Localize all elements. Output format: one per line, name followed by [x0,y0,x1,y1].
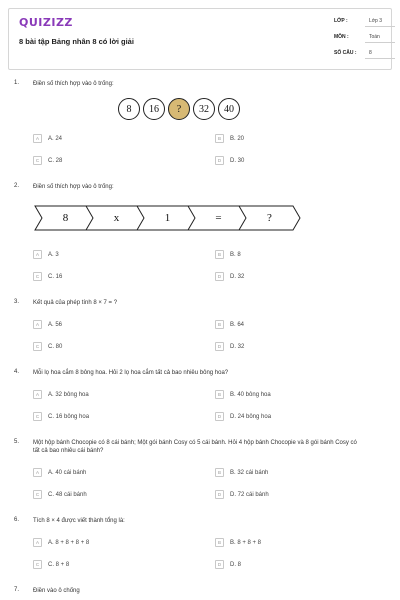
option-b[interactable] [215,538,261,547]
option-text: B. 40 bông hoa [230,391,271,398]
option-text: C. 8 + 8 [48,561,70,568]
option-text: D. 8 [230,561,242,568]
option-text: B. 64 [230,321,245,328]
option-b[interactable] [215,320,244,329]
option-text: A. 56 [48,321,63,328]
option-d[interactable] [215,412,271,421]
option-text: D. 72 cái bánh [230,491,269,498]
option-letter-box: D [215,342,224,351]
option-text: B. 20 [230,135,245,142]
meta-value-subject: Toán [369,34,380,40]
meta-value-class: Lớp 3 [369,18,383,24]
option-text: C. 28 [48,157,63,164]
option-letter-box: B [215,390,224,399]
sequence-cell: 16 [143,98,165,120]
option-text: B. 8 + 8 + 8 [230,539,262,546]
option-text: A. 3 [48,251,59,258]
meta-label-subject: MÔN : [334,34,349,40]
option-letter-box: C [33,412,42,421]
option-letter-box: B [215,538,224,547]
question-4-text: Mỗi lọ hoa cắm 8 bông hoa. Hỏi 2 lọ hoa cắm tất cả bao nhiêu bông hoa? [33,370,229,376]
option-text: B. 8 [230,251,241,258]
question-6-number: 6. [14,517,20,523]
question-1-number: 1. [14,80,20,86]
option-letter-box: C [33,490,42,499]
option-a[interactable] [33,468,86,477]
question-2-text: Điền số thích hợp vào ô trống: [33,184,114,190]
option-letter-box: A [33,390,42,399]
meta-underline [365,58,395,59]
sequence-cell: 40 [218,98,240,120]
option-text: C. 80 [48,343,63,350]
option-c[interactable] [33,342,62,351]
option-letter-box: C [33,156,42,165]
option-letter-box: A [33,538,42,547]
option-letter-box: B [215,250,224,259]
option-c[interactable] [33,560,69,569]
option-letter-box: D [215,560,224,569]
worksheet-header [8,8,392,70]
option-d[interactable] [215,156,244,165]
option-text: C. 16 [48,273,63,280]
option-letter-box: B [215,134,224,143]
equation-token: ? [267,212,272,224]
page-title: 8 bài tập Bảng nhân 8 có lời giải [19,37,134,46]
sequence-cell: 32 [193,98,215,120]
option-c[interactable] [33,156,62,165]
equation-token: = [215,212,222,224]
option-text: A. 8 + 8 + 8 + 8 [48,539,90,546]
option-a[interactable] [33,250,59,259]
option-a[interactable] [33,538,89,547]
option-letter-box: C [33,560,42,569]
option-text: D. 24 bông hoa [230,413,272,420]
option-text: D. 32 [230,273,245,280]
option-letter-box: D [215,156,224,165]
sequence-cell-unknown: ? [168,98,190,120]
question-2-number: 2. [14,183,20,189]
sequence-cell: 8 [118,98,140,120]
option-b[interactable] [215,134,244,143]
option-c[interactable] [33,272,62,281]
equation-token: x [113,212,120,224]
option-d[interactable] [215,342,244,351]
meta-underline [365,26,395,27]
option-text: A. 32 bông hoa [48,391,89,398]
meta-value-count: 8 [369,50,372,56]
question-1-text: Điền số thích hợp vào ô trống: [33,81,114,87]
question-3-text: Kết quả của phép tính 8 × 7 = ? [33,300,118,306]
option-letter-box: D [215,490,224,499]
question-5-number: 5. [14,439,20,445]
option-letter-box: A [33,320,42,329]
option-d[interactable] [215,560,241,569]
option-letter-box: A [33,250,42,259]
option-letter-box: A [33,134,42,143]
question-5-text: Một hộp bánh Chocopie có 8 cái bánh; Một gói bánh Cosy có 5 cái bánh. Hỏi 4 hộp bánh Chocopie và 8 gói bánh Cosy có tất cả bao nhiêu cái bánh? [33,440,357,454]
quizizz-logo: QUIZIZZ [19,16,73,29]
option-b[interactable] [215,468,268,477]
option-text: C. 48 cái bánh [48,491,87,498]
option-d[interactable] [215,490,269,499]
meta-underline [365,42,395,43]
option-c[interactable] [33,490,87,499]
equation-box [238,205,301,231]
meta-label-count: SỐ CÂU : [334,50,357,56]
option-text: D. 30 [230,157,245,164]
option-c[interactable] [33,412,89,421]
option-text: A. 40 cái bánh [48,469,87,476]
option-a[interactable] [33,320,62,329]
option-text: C. 16 bông hoa [48,413,90,420]
option-text: B. 32 cái bánh [230,469,269,476]
option-letter-box: D [215,412,224,421]
option-text: A. 24 [48,135,63,142]
question-7-number: 7. [14,587,20,593]
option-d[interactable] [215,272,244,281]
question-3-number: 3. [14,299,20,305]
option-letter-box: C [33,272,42,281]
equation-token: 8 [62,212,69,224]
option-text: D. 32 [230,343,245,350]
option-letter-box: A [33,468,42,477]
option-a[interactable] [33,134,62,143]
option-letter-box: C [33,342,42,351]
equation-token: 1 [164,212,171,224]
question-6-text: Tích 8 × 4 được viết thành tổng là: [33,518,125,524]
option-letter-box: B [215,468,224,477]
option-b[interactable] [215,390,271,399]
question-7-text: Điền vào ô chống [33,588,80,594]
question-4-number: 4. [14,369,20,375]
option-letter-box: D [215,272,224,281]
option-b[interactable] [215,250,241,259]
meta-label-class: LỚP : [334,18,348,24]
option-a[interactable] [33,390,89,399]
option-letter-box: B [215,320,224,329]
